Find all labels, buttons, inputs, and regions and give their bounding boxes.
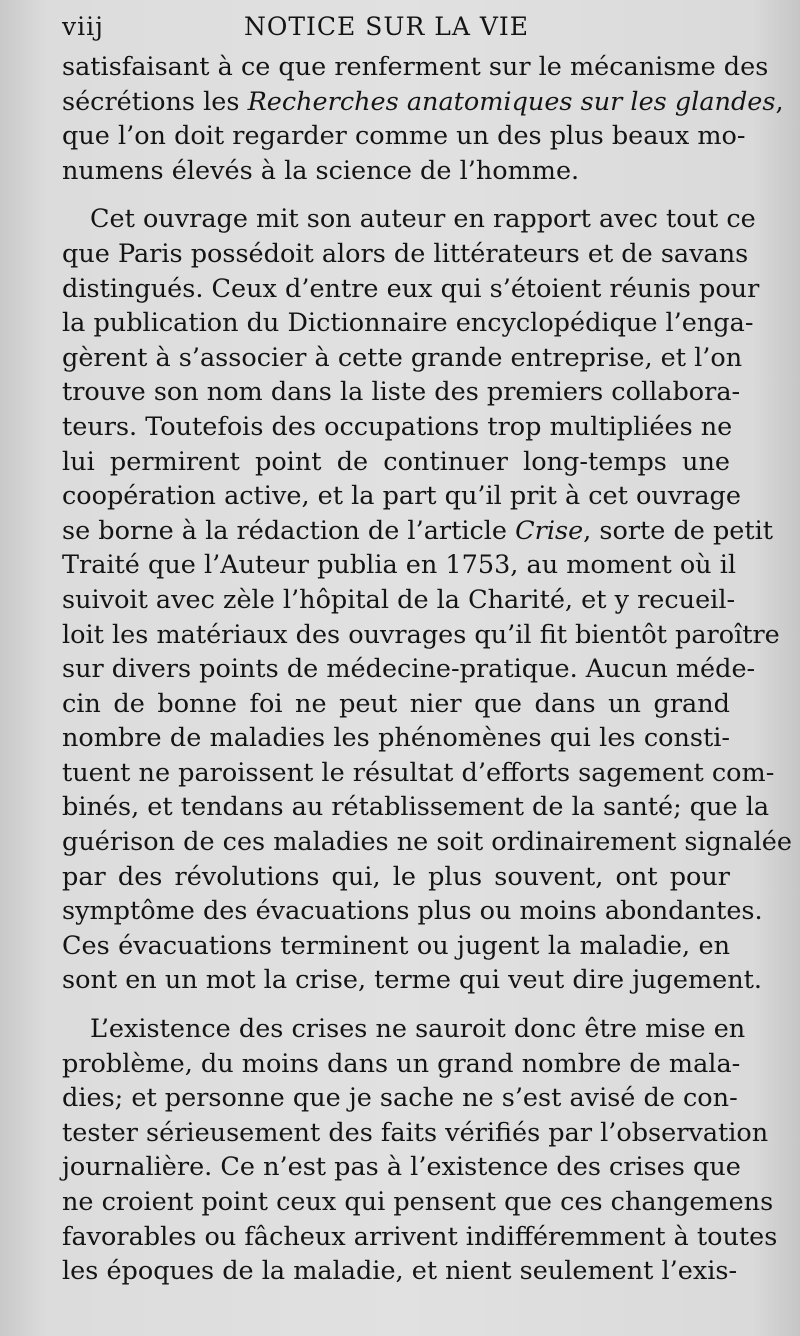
running-title: NOTICE SUR LA VIE [244,12,529,41]
text-line: teurs. Toutefois des occupations trop multipliées ne [62,411,733,442]
text-line: Traité que l’Auteur publia en 1753, au moment où il [62,550,737,581]
text-line: symptôme des évacuations plus ou moins abondantes. [62,896,763,927]
text-line: favorables ou fâcheux arrivent indifféremment à toutes [62,1221,778,1252]
text-line: tuent ne paroissent le résultat d’efforts sagement com- [62,757,775,788]
text-line: journalière. Ce n’est pas à l’existence des crises que [62,1152,741,1183]
paragraph [62,50,784,188]
text-line: se borne à la rédaction de l’article Crise, sorte de petit [62,515,774,546]
text-line: lui permirent point de continuer long-temps une [62,446,730,477]
text-line: distingués. Ceux d’entre eux qui s’étoient réunis pour [62,273,760,304]
text-line: cin de bonne foi ne peut nier que dans un grand [62,688,730,719]
text-line: sont en un mot la crise, terme qui veut dire jugement. [62,965,762,996]
text-line: trouve son nom dans la liste des premiers collabora- [62,377,741,408]
text-line: tester sérieusement des faits vérifiés par l’observation [62,1117,769,1148]
page-number: viij [62,12,104,41]
text-line: les époques de la maladie, et nient seulement l’exis- [62,1256,738,1287]
italic-term: Crise [515,515,584,546]
text-line: suivoit avec zèle l’hôpital de la Charité, et y recueil- [62,584,736,615]
italic-title: Recherches anatomiques sur les glandes [247,86,776,117]
paragraph [62,202,792,998]
text-line: que Paris possédoit alors de littérateurs et de savans [62,238,749,269]
text-line: gèrent à s’associer à cette grande entreprise, et l’on [62,342,743,373]
text-line: satisfaisant à ce que renferment sur le mécanisme des [62,52,769,82]
paragraph [62,1012,778,1289]
text-line: ne croient point ceux qui pensent que ces changemens [62,1187,774,1217]
text-line: la publication du Dictionnaire encyclopédique l’enga- [62,308,754,339]
text-line: Ces évacuations terminent ou jugent la maladie, en [62,930,730,961]
text-line: problème, du moins dans un grand nombre de mala- [62,1048,741,1079]
text-line: nombre de maladies les phénomènes qui les consti- [62,723,730,754]
text-line: coopération active, et la part qu’il prit à cet ouvrage [62,481,741,512]
text-line: sur divers points de médecine-pratique. Aucun méde- [62,654,756,685]
text-line: guérison de ces maladies ne soit ordinairement signalée [62,827,792,858]
text-line: sécrétions les Recherches anatomiques sur les glandes, [62,86,784,117]
page-header [62,12,730,50]
text-line: binés, et tendans au rétablissement de la santé; que la [62,792,770,823]
text-line: L’existence des crises ne sauroit donc être mise en [90,1014,746,1045]
text-line: que l’on doit regarder comme un des plus beaux mo- [62,121,746,152]
text-line: par des révolutions qui, le plus souvent, ont pour [62,861,730,892]
text-line: dies; et personne que je sache ne s’est avisé de con- [62,1083,738,1114]
page-body [62,50,792,1289]
text-line: loit les matériaux des ouvrages qu’il fit bientôt paroître [62,619,780,650]
text-line: numens élevés à la science de l’homme. [62,155,580,186]
text-line: Cet ouvrage mit son auteur en rapport avec tout ce [90,204,756,235]
